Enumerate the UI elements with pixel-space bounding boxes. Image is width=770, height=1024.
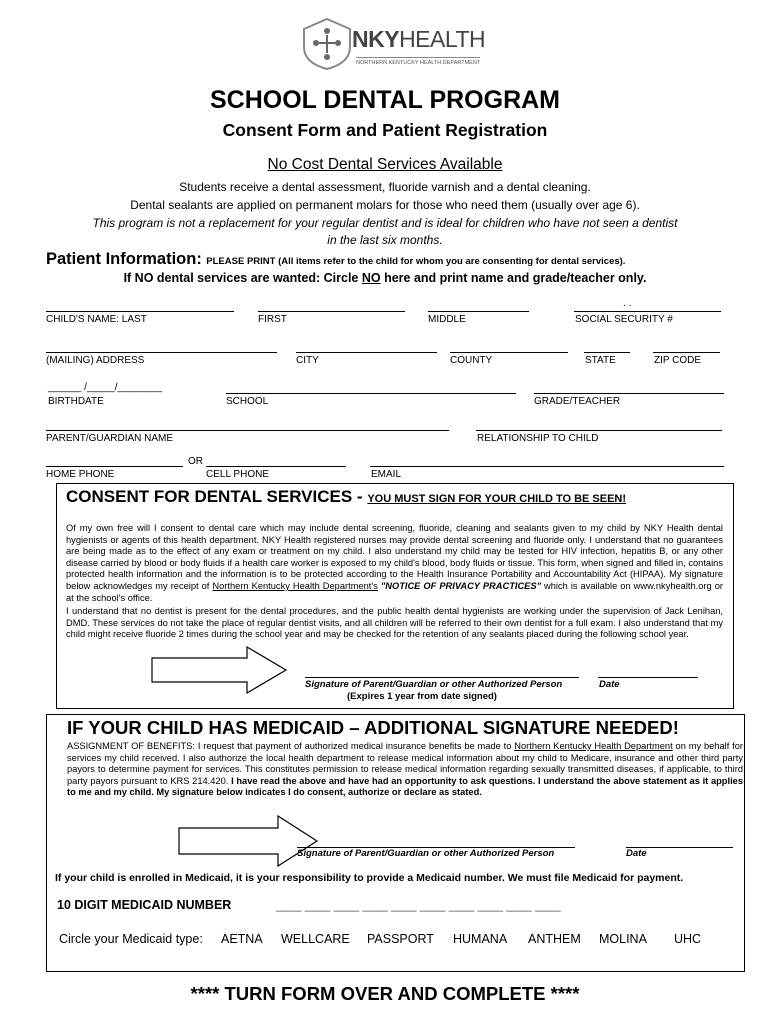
consent-must-sign: YOU MUST SIGN FOR YOUR CHILD TO BE SEEN! [367, 493, 627, 505]
nkyhd-link[interactable]: Northern Kentucky Health Department [514, 741, 673, 751]
consent-heading [66, 487, 626, 507]
county-line[interactable] [450, 352, 568, 353]
medicaid-signature-label: Signature of Parent/Guardian or other Authorized Person [297, 848, 555, 859]
patient-info-title: Patient Information: [46, 250, 202, 268]
right-arrow-icon [150, 645, 288, 695]
consent-paragraph-1 [66, 523, 723, 604]
grade-label: GRADE/TEACHER [534, 396, 621, 407]
medicaid-section [46, 714, 745, 972]
email-line[interactable] [370, 466, 724, 467]
medicaid-type-anthem[interactable]: ANTHEM [528, 932, 581, 946]
page-title: SCHOOL DENTAL PROGRAM [209, 86, 560, 114]
medicaid-type-uhc[interactable]: UHC [674, 932, 702, 946]
city-label: CITY [296, 355, 319, 366]
patient-info-instruction: PLEASE PRINT (All items refer to the child for whom you are consenting for dental services). [206, 256, 626, 267]
consent-signature-line[interactable] [305, 677, 579, 678]
tagline: No Cost Dental Services Available [267, 156, 503, 173]
medicaid-type-aetna[interactable]: AETNA [221, 932, 263, 946]
logo-subtitle: NORTHERN KENTUCKY HEALTH DEPARTMENT [356, 57, 480, 66]
first-label: FIRST [258, 314, 287, 325]
medicaid-date-label: Date [626, 848, 647, 859]
consent-title: CONSENT FOR DENTAL SERVICES - [66, 487, 368, 506]
intro-line-2: Dental sealants are applied on permanent molars for those who need them (usually over age 6). [130, 198, 640, 212]
logo-brand-light: HEALTH [399, 26, 486, 52]
home-phone-label: HOME PHONE [46, 469, 115, 480]
patient-info-heading [46, 250, 625, 269]
relationship-label: RELATIONSHIP TO CHILD [477, 433, 599, 444]
first-name-line[interactable] [258, 311, 405, 312]
intro-line-4: in the last six months. [327, 233, 443, 247]
consent-date-line[interactable] [598, 677, 698, 678]
ssn-separators: . . [623, 298, 632, 309]
no-services-instruction [0, 271, 770, 285]
privacy-notice: "NOTICE OF PRIVACY PRACTICES" [377, 580, 541, 591]
no-word: NO [361, 271, 381, 285]
consent-date-label: Date [599, 679, 620, 690]
medicaid-heading: IF YOUR CHILD HAS MEDICAID – ADDITIONAL SIGNATURE NEEDED! [67, 717, 679, 738]
zip-label: ZIP CODE [654, 355, 702, 366]
county-label: COUNTY [450, 355, 493, 366]
page-subtitle: Consent Form and Patient Registration [222, 120, 548, 140]
grade-line[interactable] [534, 393, 724, 394]
child-last-label: CHILD'S NAME: LAST [46, 314, 147, 325]
consent-section [56, 483, 734, 709]
birthdate-blank[interactable]: ______ /_____/________ [48, 382, 163, 393]
home-phone-line[interactable] [46, 466, 183, 467]
consent-signature-label: Signature of Parent/Guardian or other Authorized Person [305, 679, 563, 690]
consent-p1-start: Of my own free will I consent to dental care which may include dental screening, fluoride, cleaning and sealants given to my child by NKY Health dental hygienists or agents of this health department. NKY Health registered nurses may provide dental screening and fluoride only. I understand that no guarantees are being made as to the effect of any exam or treatment on my child. I also understand my child may be tested for HIV infection, hepatitis B, or any other disease carried by blood or body fluids if a health care worker is exposed to my child's blood, body fluids or tissue. This form, when signed and filled in, contains protected health information and the information is to be protected according to the Health Insurance Portability and Accountability Act (HIPAA). My signature below acknowledges my receipt of [66, 523, 723, 591]
medicaid-enrolled-note: If your child is enrolled in Medicaid, it is your responsibility to provide a Medicaid number. We must file Medicaid for payment. [55, 872, 684, 884]
child-last-line[interactable] [46, 311, 234, 312]
consent-paragraph-2: I understand that no dentist is present for the dental procedures, and the public health dental hygienists are working under the supervision of Jack Lenihan, DMD. These services do not take the place of regular dentist visits, and all children will be referred to their own dentist for a full exam. I also understand that my child might receive fluoride 2 times during the school year and may be checked for the retention of any sealants placed during the following school year. [66, 606, 723, 640]
medicaid-p-start: ASSIGNMENT OF BENEFITS: I request that payment of authorized medical insurance benefits be made to [67, 741, 515, 751]
cell-phone-line[interactable] [206, 466, 346, 467]
right-arrow-icon [177, 814, 319, 868]
school-label: SCHOOL [226, 396, 269, 407]
nky-health-logo [300, 17, 486, 69]
consent-expires: (Expires 1 year from date signed) [347, 691, 497, 702]
no-services-pre: If NO dental services are wanted: Circle [123, 271, 362, 285]
or-label: OR [188, 456, 203, 467]
logo-emblem-icon [300, 17, 354, 71]
ssn-label: SOCIAL SECURITY # [575, 314, 673, 325]
medicaid-type-passport[interactable]: PASSPORT [367, 932, 434, 946]
turn-over-footer: **** TURN FORM OVER AND COMPLETE **** [190, 983, 580, 1004]
relationship-line[interactable] [476, 430, 722, 431]
medicaid-paragraph [67, 741, 743, 799]
school-line[interactable] [226, 393, 516, 394]
medicaid-type-molina[interactable]: MOLINA [599, 932, 647, 946]
medicaid-number-blanks[interactable]: ____ ____ ____ ____ ____ ____ ____ ____ ____ ____ [276, 900, 561, 912]
medicaid-number-label: 10 DIGIT MEDICAID NUMBER [57, 898, 232, 912]
medicaid-type-wellcare[interactable]: WELLCARE [281, 932, 350, 946]
logo-brand-bold: NKY [352, 26, 400, 52]
middle-label: MIDDLE [428, 314, 466, 325]
address-line[interactable] [46, 352, 277, 353]
no-services-post: here and print name and grade/teacher only. [380, 271, 647, 285]
medicaid-type-label: Circle your Medicaid type: [59, 932, 203, 946]
state-label: STATE [585, 355, 616, 366]
email-label: EMAIL [371, 469, 402, 480]
city-line[interactable] [296, 352, 437, 353]
state-line[interactable] [584, 352, 630, 353]
privacy-link[interactable]: Northern Kentucky Health Department's [212, 580, 378, 591]
parent-line[interactable] [46, 430, 449, 431]
ssn-line[interactable] [574, 311, 721, 312]
birthdate-label: BIRTHDATE [48, 396, 104, 407]
zip-line[interactable] [653, 352, 720, 353]
medicaid-p-bold: I have read the above and have had an opportunity to ask questions. I understand the above statement as it applies to me and my child. My signature below indicates I do consent, authorize or declare as stated. [67, 775, 743, 798]
address-label: (MAILING) ADDRESS [46, 355, 145, 366]
intro-line-3: This program is not a replacement for your regular dentist and is ideal for children who have not seen a dentist [92, 216, 678, 230]
parent-label: PARENT/GUARDIAN NAME [46, 433, 174, 444]
consent-p1-end: which is available on www.nkyhealth.org or at the school's office. [66, 580, 723, 603]
intro-line-1: Students receive a dental assessment, fluoride varnish and a dental cleaning. [179, 180, 591, 194]
medicaid-p-middle: on my behalf for services my child received. I also authorize the local health department to release medical information about my child to Medicare, insurance and other third party payors to determine payment for services. This constitutes permission to release medical information regarding sexually transmitted diseases, if applicable, to third party payors pursuant to KRS 214.420. [67, 741, 743, 786]
middle-name-line[interactable] [428, 311, 529, 312]
cell-phone-label: CELL PHONE [206, 469, 269, 480]
medicaid-type-humana[interactable]: HUMANA [453, 932, 508, 946]
